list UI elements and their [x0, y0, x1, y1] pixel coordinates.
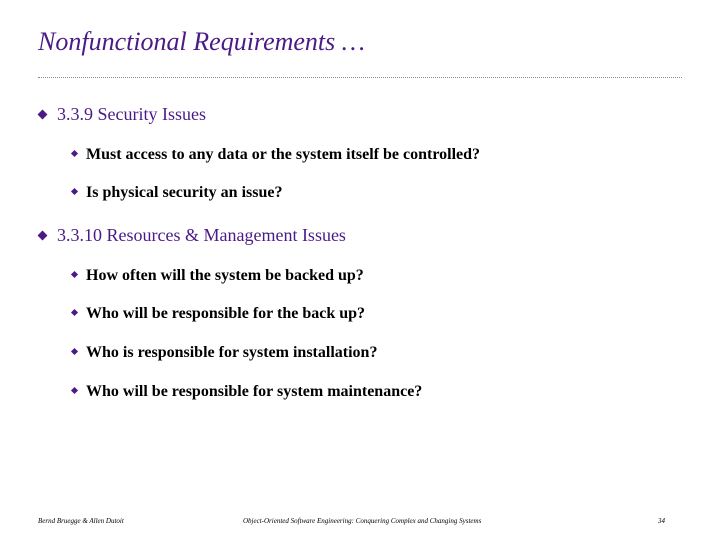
- diamond-bullet-icon: [71, 387, 78, 394]
- section-heading-label: 3.3.9 Security Issues: [57, 104, 206, 124]
- list-item: [72, 383, 422, 401]
- list-item-text: Who is responsible for system installation?: [86, 344, 378, 361]
- list-item: [72, 344, 377, 362]
- diamond-bullet-icon: [71, 150, 78, 157]
- list-item-text: Who will be responsible for the back up?: [86, 305, 366, 322]
- diamond-bullet-icon: [38, 110, 48, 120]
- section-heading-resources: [38, 225, 346, 246]
- list-item: [72, 146, 480, 164]
- list-item: [72, 267, 364, 285]
- list-item: [72, 305, 365, 323]
- list-item-text: Who will be responsible for system maintenance?: [86, 383, 423, 400]
- page-number: 34: [658, 517, 665, 525]
- diamond-bullet-icon: [71, 309, 78, 316]
- title-divider: [38, 77, 682, 78]
- list-item-text: Is physical security an issue?: [86, 184, 283, 201]
- footer-authors: Bernd Bruegge & Allen Dutoit: [38, 517, 124, 525]
- diamond-bullet-icon: [38, 231, 48, 241]
- list-item: [72, 184, 282, 202]
- diamond-bullet-icon: [71, 271, 78, 278]
- section-heading-security: [38, 104, 206, 125]
- list-item-text: Must access to any data or the system itself be controlled?: [86, 146, 481, 163]
- list-item-text: How often will the system be backed up?: [86, 267, 364, 284]
- section-heading-label: 3.3.10 Resources & Management Issues: [57, 225, 346, 245]
- footer-book-title: Object-Oriented Software Engineering: Conquering Complex and Changing Systems: [243, 517, 482, 525]
- diamond-bullet-icon: [71, 188, 78, 195]
- diamond-bullet-icon: [71, 348, 78, 355]
- slide-title: Nonfunctional Requirements …: [38, 27, 365, 56]
